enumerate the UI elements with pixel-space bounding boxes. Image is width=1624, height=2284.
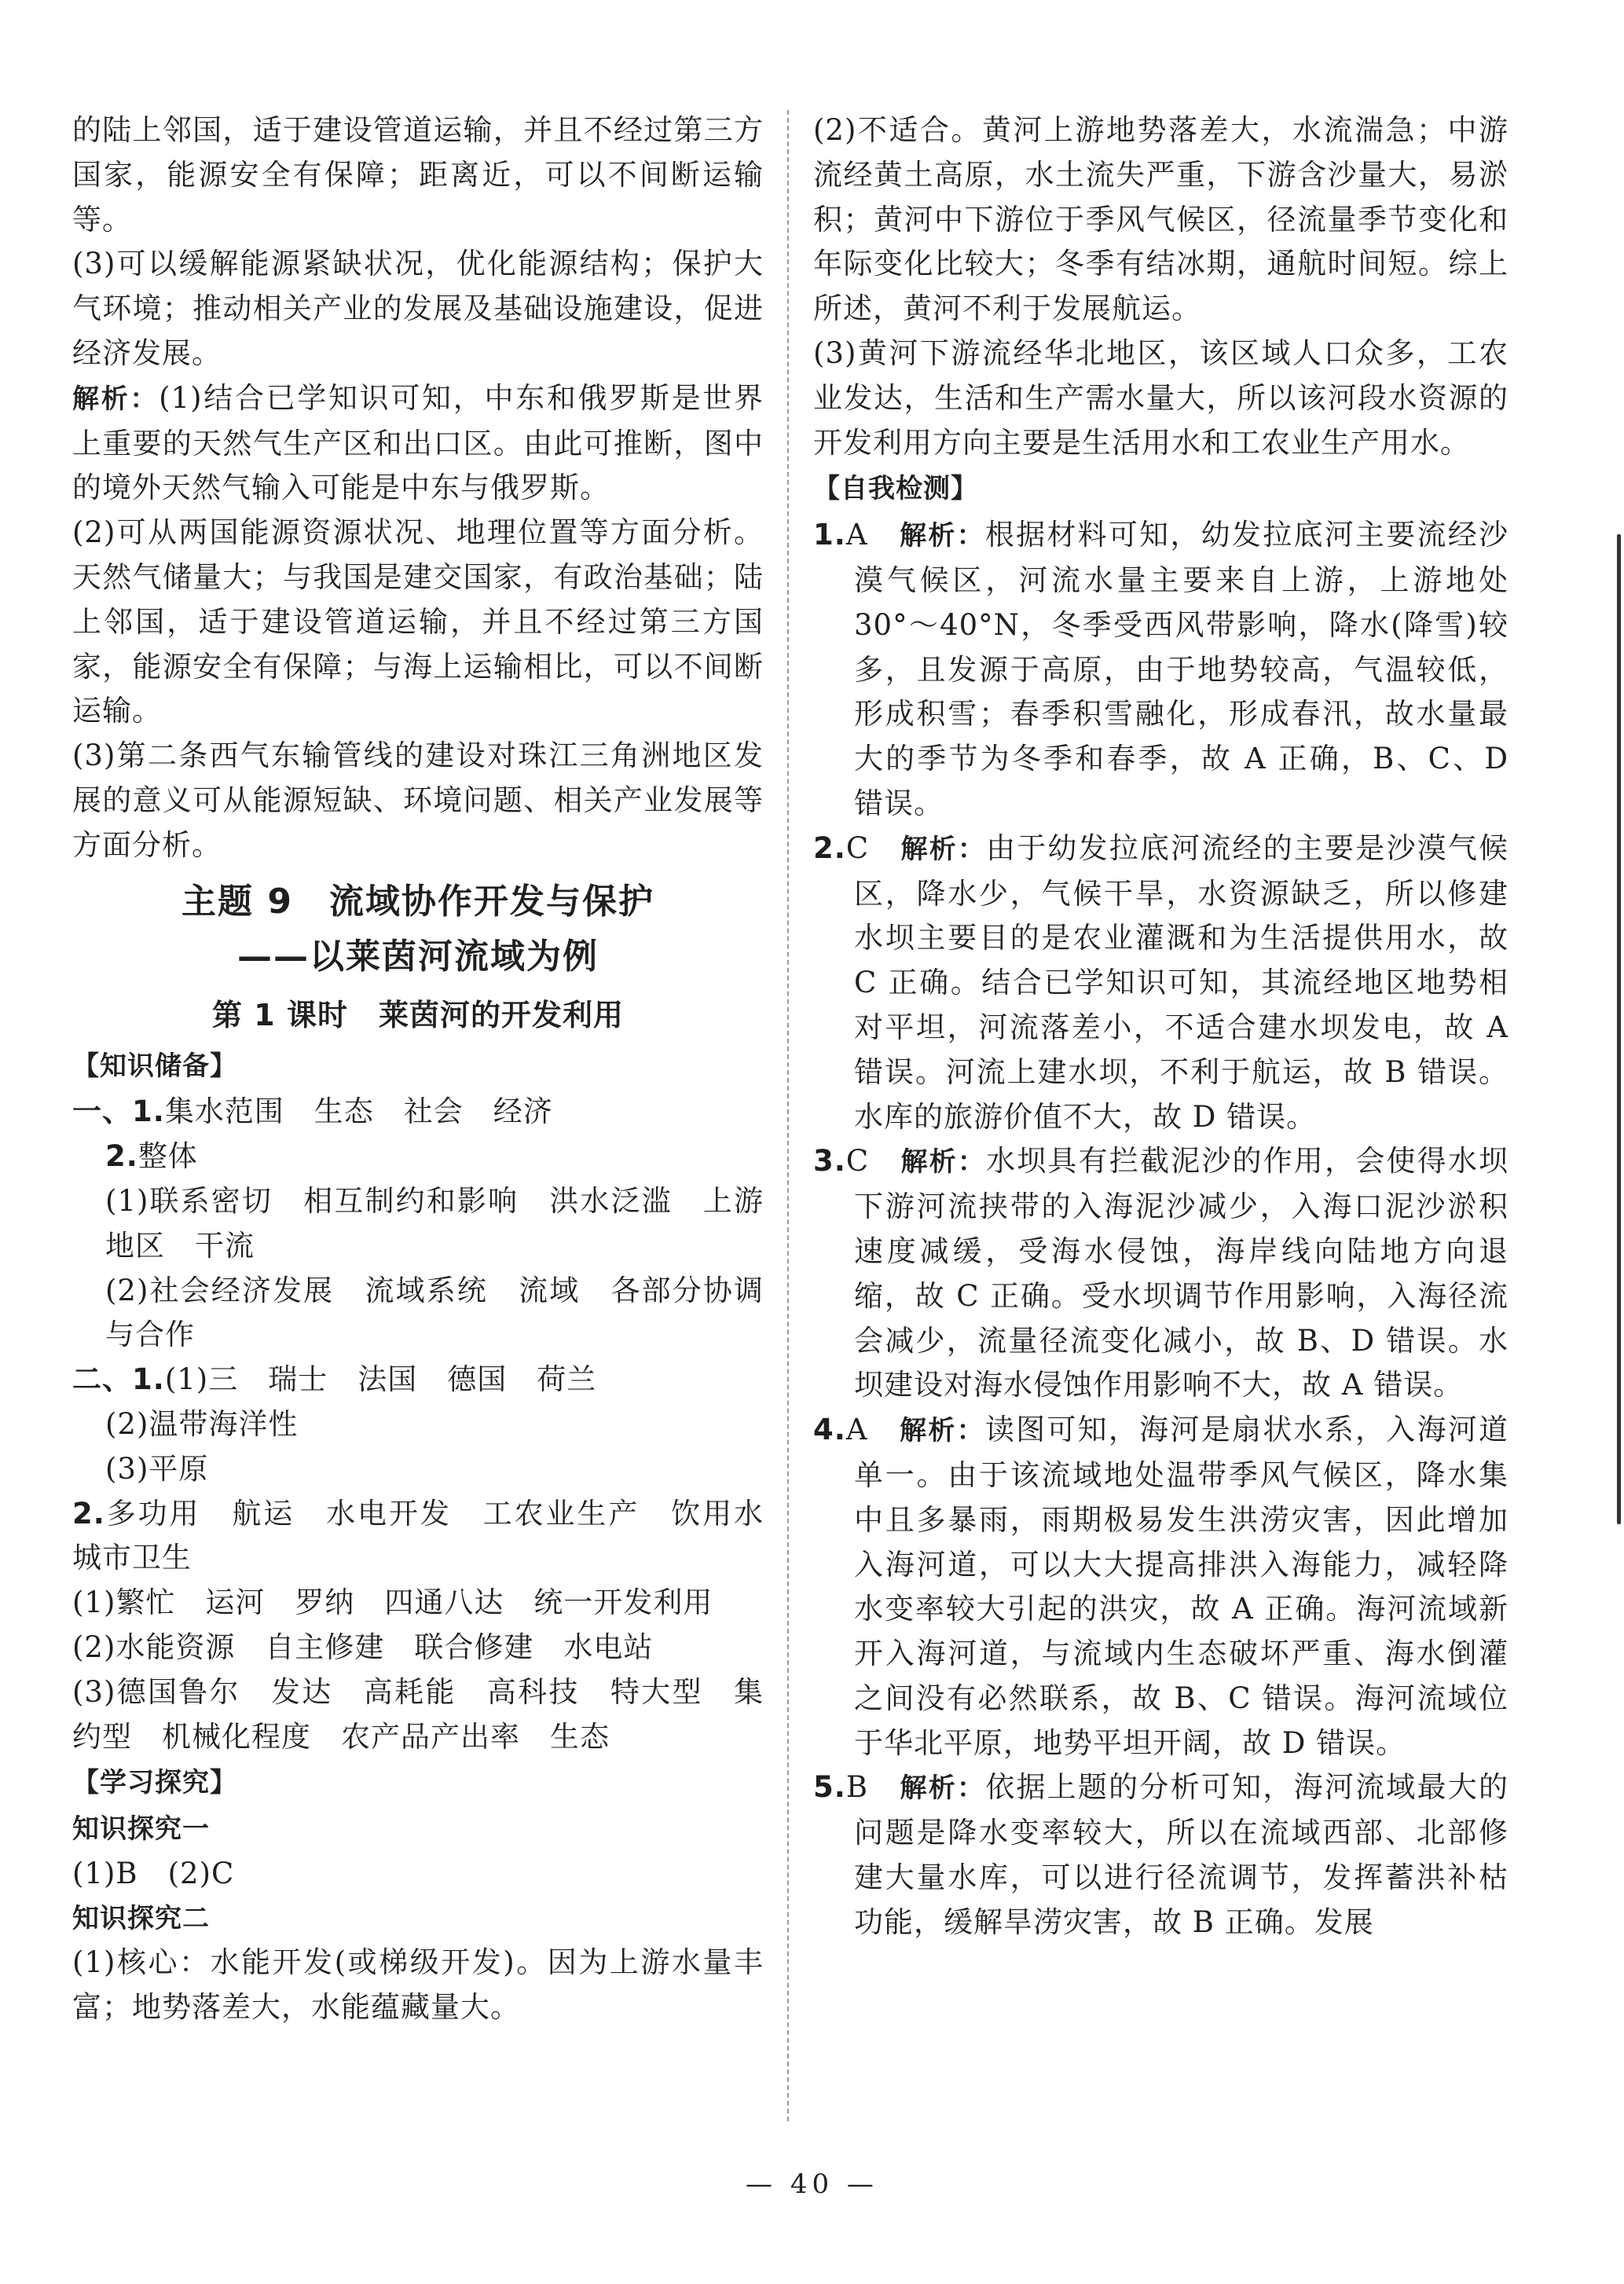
check-item-text: 水坝具有拦截泥沙的作用，会使得水坝下游河流挟带的入海泥沙减少，入海口泥沙淤积速度减缓，受海水侵蚀，海岸线向陆地方向退缩，故 C 正确。受水坝调节作用影响，入海径流会减少，流量径流变化减小，故 B、D 错误。水坝建设对海水侵蚀作用影响不大，故 A 错误。 xyxy=(854,1144,1509,1402)
check-item-answer: A xyxy=(845,518,868,552)
explore-1-text: (1)B (2)C xyxy=(72,1856,235,1890)
study-header: 【学习探究】 xyxy=(72,1767,237,1799)
knowledge-item-2-label: 2. xyxy=(105,1139,138,1174)
knowledge-item-3c: (3)平原 xyxy=(105,1451,209,1486)
check-item-1 xyxy=(813,513,1509,827)
page-number: — 40 — xyxy=(746,2169,878,2200)
left-column xyxy=(72,108,794,2030)
analysis-text-1: (1)结合已学知识可知，中东和俄罗斯是世界上重要的天然气生产区和出口区。由此可推断，图中的境外天然气输入可能是中东与俄罗斯。 xyxy=(72,380,764,505)
knowledge-item-1-label: 一、1. xyxy=(72,1094,165,1129)
self-check-header: 【自我检测】 xyxy=(813,473,978,505)
knowledge-item-4c: (3)德国鲁尔 发达 高耗能 高科技 特大型 集约型 机械化程度 农产品产出率 生态 xyxy=(72,1674,764,1754)
knowledge-item-4a: (1)繁忙 运河 罗纳 四通八达 统一开发利用 xyxy=(72,1586,713,1620)
knowledge-header: 【知识储备】 xyxy=(72,1050,237,1082)
knowledge-item-1-text: 集水范围 生态 社会 经济 xyxy=(164,1094,553,1129)
check-item-2 xyxy=(813,827,1509,1140)
analysis-paragraph-3: (3)第二条西气东输管线的建设对珠江三角洲地区发展的意义可从能源短缺、环境问题、相关产业发展等方面分析。 xyxy=(72,739,764,862)
knowledge-item-1 xyxy=(72,1090,764,1135)
check-item-text: 读图可知，海河是扇状水系，入海河道单一。由于该流域地处温带季风气候区，降水集中且多暴雨，雨期极易发生洪涝灾害，因此增加入海河道，可以大大提高排洪入海能力，减轻降水变率较大引起的洪灾，故 A 正确。海河流域新开入海河道，与流域内生态破坏严重、海水倒灌之间没有必然联系，故 B、C 错误。海河流域位于华北平原，地势平坦开阔，故 D 错误。 xyxy=(854,1413,1509,1760)
knowledge-item-4-label: 2. xyxy=(72,1496,105,1531)
check-item-answer: B xyxy=(845,1770,869,1805)
knowledge-item-2-text: 整体 xyxy=(137,1139,198,1174)
check-item-analysis-label: 解析： xyxy=(900,1146,987,1179)
knowledge-item-4 xyxy=(72,1492,794,1582)
check-item-answer: A xyxy=(845,1413,868,1447)
analysis-label: 解析： xyxy=(72,383,159,415)
analysis-paragraph-2: (2)可从两国能源资源状况、地理位置等方面分析。天然气储量大；与我国是建交国家，有政治基础；陆上邻国，适于建设管道运输，并且不经过第三方国家，能源安全有保障；与海上运输相比，可以不间断运输。 xyxy=(72,515,764,728)
explore-2-title: 知识探究二 xyxy=(72,1902,210,1934)
binding-edge xyxy=(1617,534,1621,1524)
knowledge-item-2a: (1)联系密切 相互制约和影响 洪水泛滥 上游地区 干流 xyxy=(105,1183,764,1263)
analysis-paragraph-1 xyxy=(72,376,764,511)
check-item-3 xyxy=(813,1139,1509,1408)
knowledge-item-2b: (2)社会经济发展 流域系统 流域 各部分协调与合作 xyxy=(105,1273,764,1352)
right-column xyxy=(813,108,1509,1945)
right-paragraph-2: (3)黄河下游流经华北地区，该区域人口众多，工农业发达，生活和生产需水量大，所以该河段水资源的开发利用方向主要是生活用水和工农业生产用水。 xyxy=(813,335,1509,460)
check-item-5 xyxy=(813,1765,1509,1945)
knowledge-item-3 xyxy=(72,1358,764,1402)
check-item-text: 根据材料可知，幼发拉底河主要流经沙漠气候区，河流水量主要来自上游，上游地处 30°～40°N，冬季受西风带影响，降水(降雪)较多，且发源于高原，由于地势较高，气温较低，形成积雪；春季积雪融化，形成春汛，故水量最大的季节为冬季和春季，故 A 正确，B、C、D 错误。 xyxy=(854,518,1509,820)
check-item-text: 由于幼发拉底河流经的主要是沙漠气候区，降水少，气候干旱，水资源缺乏，所以修建水坝主要目的是农业灌溉和为生活提供用水，故 C 正确。结合已学知识可知，其流经地区地势相对平坦，河流落差小，不适合建水坝发电，故 A 错误。河流上建水坝，不利于航运，故 B 错误。水库的旅游价值不大，故 D 错误。 xyxy=(854,830,1509,1134)
check-item-analysis-label: 解析： xyxy=(900,1773,986,1805)
lesson-title: 第 1 课时 莱茵河的开发利用 xyxy=(212,997,624,1032)
intro-paragraph-2: (3)可以缓解能源紧缺状况，优化能源结构；保护大气环境；推动相关产业的发展及基础设施建设，促进经济发展。 xyxy=(72,247,764,370)
column-divider xyxy=(787,110,789,2121)
check-item-answer: C xyxy=(845,1144,870,1179)
knowledge-item-2 xyxy=(72,1135,764,1179)
explore-1-title: 知识探究一 xyxy=(72,1813,210,1846)
knowledge-item-4b: (2)水能资源 自主修建 联合修建 水电站 xyxy=(72,1630,654,1664)
knowledge-item-4-text: 多功用 航运 水电开发 工农业生产 饮用水 城市卫生 xyxy=(72,1496,794,1575)
check-item-text: 依据上题的分析可知，海河流域最大的问题是降水变率较大，所以在流域西部、北部修建大量水库，可以进行径流调节，发挥蓄洪补枯功能，缓解旱涝灾害，故 B 正确。发展 xyxy=(854,1770,1509,1939)
explore-2-text: (1)核心：水能开发(或梯级开发)。因为上游水量丰富；地势落差大，水能蕴藏量大。 xyxy=(72,1945,764,2025)
theme-subtitle: ——以莱茵河流域为例 xyxy=(237,936,599,977)
check-item-analysis-label: 解析： xyxy=(900,833,987,865)
knowledge-item-3b: (2)温带海洋性 xyxy=(105,1406,299,1441)
check-item-4 xyxy=(813,1408,1509,1765)
theme-title: 主题 9 流域协作开发与保护 xyxy=(181,881,654,922)
check-item-number: 4. xyxy=(813,1413,846,1447)
check-item-number: 2. xyxy=(813,830,846,865)
right-paragraph-1: (2)不适合。黄河上游地势落差大，水流湍急；中游流经黄土高原，水土流失严重，下游含沙量大，易淤积；黄河中下游位于季风气候区，径流量季节变化和年际变化比较大；冬季有结冰期，通航时间短。综上所述，黄河不利于发展航运。 xyxy=(813,113,1509,326)
check-item-number: 5. xyxy=(813,1770,846,1805)
check-item-number: 3. xyxy=(813,1144,846,1179)
check-item-analysis-label: 解析： xyxy=(900,520,985,552)
check-item-analysis-label: 解析： xyxy=(900,1415,985,1447)
knowledge-item-3-label: 二、1. xyxy=(72,1362,165,1397)
knowledge-item-3-text: (1)三 瑞士 法国 德国 荷兰 xyxy=(164,1362,597,1397)
check-item-number: 1. xyxy=(813,518,846,552)
check-item-answer: C xyxy=(845,830,870,865)
intro-paragraph-1: 的陆上邻国，适于建设管道运输，并且不经过第三方国家，能源安全有保障；距离近，可以不间断运输等。 xyxy=(72,113,764,236)
